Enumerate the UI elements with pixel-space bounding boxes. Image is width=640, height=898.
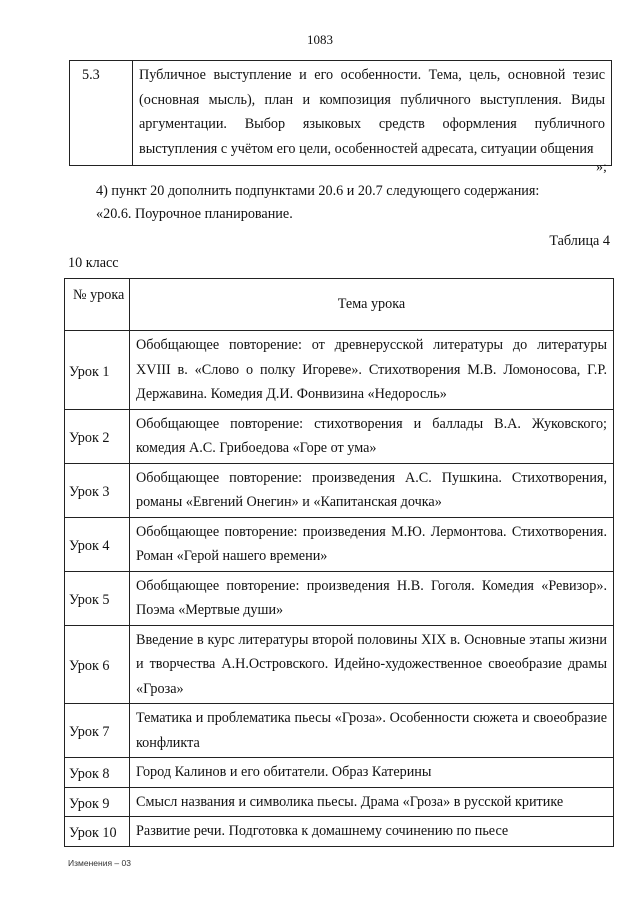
lesson-number: Урок 3 [65, 463, 130, 517]
section-subheading: «20.6. Поурочное планирование. [96, 206, 293, 222]
page-number: 1083 [307, 32, 333, 47]
lesson-number: Урок 10 [65, 817, 130, 847]
table-row [65, 787, 614, 817]
table-row [65, 517, 614, 571]
table-row [65, 817, 614, 847]
lesson-topic: Обобщающее повторение: произведения М.Ю. Лермонтова. Стихотворения. Роман «Герой нашего времени» [130, 517, 614, 571]
lesson-topic: Смысл названия и символика пьесы. Драма «Гроза» в русской критике [130, 787, 614, 817]
table-caption: Таблица 4 [549, 233, 610, 249]
lesson-topic: Обобщающее повторение: произведения Н.В. Гоголя. Комедия «Ревизор». Поэма «Мертвые души» [130, 571, 614, 625]
footer-revision: Изменения – 03 [68, 858, 131, 868]
table-row [70, 61, 612, 166]
lesson-topic: Тематика и проблематика пьесы «Гроза». Особенности сюжета и своеобразие конфликта [130, 704, 614, 758]
header-lesson-topic: Тема урока [130, 279, 614, 331]
lesson-number: Урок 8 [65, 758, 130, 788]
table-row [65, 571, 614, 625]
lesson-number: Урок 6 [65, 625, 130, 704]
amendment-paragraph: 4) пункт 20 дополнить подпунктами 20.6 и 20.7 следующего содержания: [96, 183, 540, 199]
lesson-number: Урок 4 [65, 517, 130, 571]
lesson-topic: Развитие речи. Подготовка к домашнему сочинению по пьесе [130, 817, 614, 847]
row-text: Публичное выступление и его особенности. Тема, цель, основной тезис (основная мысль), план и композиция публичного выступления. Виды аргументации. Выбор языковых средств оформления публичного выступления с учётом его цели, особенностей адресата, ситуации общения [133, 61, 612, 166]
table-row [65, 331, 614, 410]
table-row [65, 625, 614, 704]
lesson-number: Урок 9 [65, 787, 130, 817]
table-row [65, 409, 614, 463]
lesson-number: Урок 5 [65, 571, 130, 625]
lesson-plan-table [64, 278, 614, 847]
table-header-row [65, 279, 614, 331]
lesson-topic: Обобщающее повторение: стихотворения и баллады В.А. Жуковского; комедия А.С. Грибоедова «Горе от ума» [130, 409, 614, 463]
lesson-topic: Город Калинов и его обитатели. Образ Катерины [130, 758, 614, 788]
table-row [65, 758, 614, 788]
closing-quote-mark: »; [596, 160, 607, 175]
continued-table [69, 60, 612, 166]
header-lesson-number: № урока [65, 279, 130, 331]
lesson-number: Урок 7 [65, 704, 130, 758]
lesson-number: Урок 2 [65, 409, 130, 463]
grade-label: 10 класс [68, 255, 119, 271]
lesson-number: Урок 1 [65, 331, 130, 410]
lesson-topic: Обобщающее повторение: произведения А.С. Пушкина. Стихотворения, романы «Евгений Онегин» и «Капитанская дочка» [130, 463, 614, 517]
table-row [65, 463, 614, 517]
lesson-rows [65, 331, 614, 847]
table-row [65, 704, 614, 758]
lesson-topic: Введение в курс литературы второй половины XIX в. Основные этапы жизни и творчества А.Н.Островского. Идейно-художественное своеобразие драмы «Гроза» [130, 625, 614, 704]
lesson-topic: Обобщающее повторение: от древнерусской литературы до литературы XVIII в. «Слово о полку Игореве». Стихотворения М.В. Ломоносова, Г.Р. Державина. Комедия Д.И. Фонвизина «Недоросль» [130, 331, 614, 410]
row-number: 5.3 [70, 61, 133, 166]
